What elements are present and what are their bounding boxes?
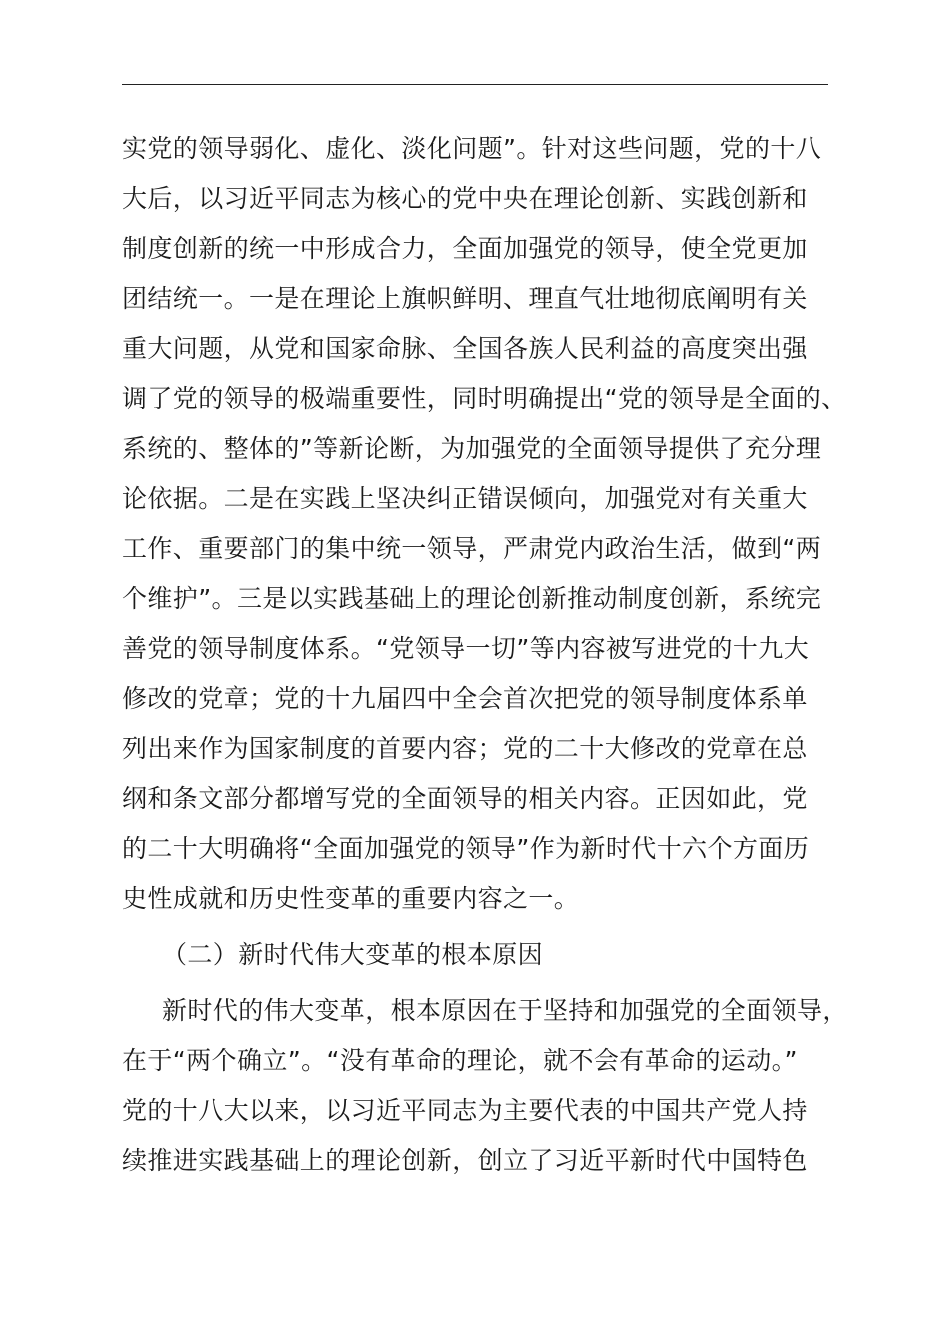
text-line: 论依据。二是在实践上坚决纠正错误倾向，加强党对有关重大 (122, 484, 808, 513)
text-line: 纲和条文部分都增写党的全面领导的相关内容。正因如此，党 (122, 784, 808, 813)
section-heading: （二）新时代伟大变革的根本原因 (162, 940, 544, 969)
text-line: 修改的党章；党的十九届四中全会首次把党的领导制度体系单 (122, 684, 808, 713)
text-line: 实党的领导弱化、虚化、淡化问题”。针对这些问题，党的十八 (122, 134, 822, 163)
text-line: 调了党的领导的极端重要性，同时明确提出“党的领导是全面的、 (122, 384, 847, 413)
text-line: 团结统一。一是在理论上旗帜鲜明、理直气壮地彻底阐明有关 (122, 284, 808, 313)
paragraph-1 (122, 124, 847, 924)
text-line: 善党的领导制度体系。“党领导一切”等内容被写进党的十九大 (122, 634, 810, 663)
text-line: 在于“两个确立”。“没有革命的理论，就不会有革命的运动。” (122, 1046, 798, 1075)
text-line: 党的十八大以来，以习近平同志为主要代表的中国共产党人持 (122, 1096, 808, 1125)
text-line: 个维护”。三是以实践基础上的理论创新推动制度创新，系统完 (122, 584, 822, 613)
text-line: 系统的、整体的”等新论断，为加强党的全面领导提供了充分理 (122, 434, 822, 463)
text-line: 的二十大明确将“全面加强党的领导”作为新时代十六个方面历 (122, 834, 810, 863)
text-line: 大后，以习近平同志为核心的党中央在理论创新、实践创新和 (122, 184, 808, 213)
text-line: 工作、重要部门的集中统一领导，严肃党内政治生活，做到“两 (122, 534, 822, 563)
text-line: 续推进实践基础上的理论创新，创立了习近平新时代中国特色 (122, 1146, 808, 1175)
paragraph-2 (122, 986, 848, 1186)
document-body (122, 124, 848, 1186)
text-line: 新时代的伟大变革，根本原因在于坚持和加强党的全面领导， (162, 996, 848, 1025)
text-line: 列出来作为国家制度的首要内容；党的二十大修改的党章在总 (122, 734, 808, 763)
text-line: 史性成就和历史性变革的重要内容之一。 (122, 884, 580, 913)
text-line: 重大问题，从党和国家命脉、全国各族人民利益的高度突出强 (122, 334, 808, 363)
text-line: 制度创新的统一中形成合力，全面加强党的领导，使全党更加 (122, 234, 808, 263)
header-rule (122, 84, 828, 85)
